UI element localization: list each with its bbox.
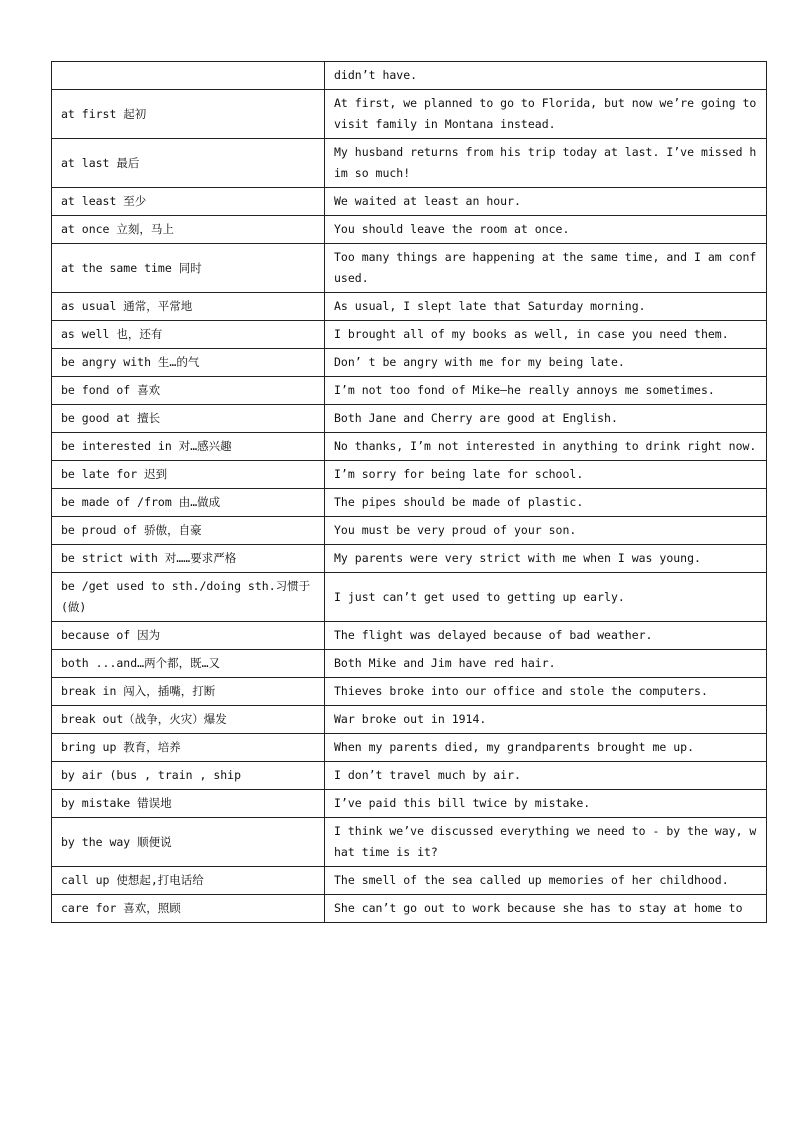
example-cell: The flight was delayed because of bad weather. bbox=[325, 622, 767, 650]
example-cell: I’m not too fond of Mike—he really annoys me sometimes. bbox=[325, 377, 767, 405]
table-row bbox=[52, 349, 767, 377]
table-row bbox=[52, 321, 767, 349]
table-row bbox=[52, 734, 767, 762]
example-cell: As usual, I slept late that Saturday morning. bbox=[325, 293, 767, 321]
phrase-cell: as well 也，还有 bbox=[52, 321, 325, 349]
table-row bbox=[52, 678, 767, 706]
phrase-cell: by mistake 错误地 bbox=[52, 790, 325, 818]
phrase-cell: be /get used to sth./doing sth.习惯于(做) bbox=[52, 573, 325, 622]
example-cell: Thieves broke into our office and stole the computers. bbox=[325, 678, 767, 706]
example-cell: didn’t have. bbox=[325, 62, 767, 90]
phrase-cell: be angry with 生…的气 bbox=[52, 349, 325, 377]
example-cell: Too many things are happening at the same time, and I am confused. bbox=[325, 244, 767, 293]
example-cell: The pipes should be made of plastic. bbox=[325, 489, 767, 517]
phrase-cell: as usual 通常，平常地 bbox=[52, 293, 325, 321]
table-row bbox=[52, 293, 767, 321]
example-cell: I’ve paid this bill twice by mistake. bbox=[325, 790, 767, 818]
phrase-cell: be fond of 喜欢 bbox=[52, 377, 325, 405]
table-row bbox=[52, 489, 767, 517]
example-cell: Both Mike and Jim have red hair. bbox=[325, 650, 767, 678]
phrase-cell: bring up 教育，培养 bbox=[52, 734, 325, 762]
phrase-cell: be interested in 对…感兴趣 bbox=[52, 433, 325, 461]
table-row bbox=[52, 517, 767, 545]
table-row bbox=[52, 377, 767, 405]
phrase-cell: call up 使想起,打电话给 bbox=[52, 867, 325, 895]
table-row bbox=[52, 867, 767, 895]
table-row bbox=[52, 573, 767, 622]
example-cell: She can’t go out to work because she has to stay at home to bbox=[325, 895, 767, 923]
phrase-cell: by the way 顺便说 bbox=[52, 818, 325, 867]
table-row bbox=[52, 405, 767, 433]
phrase-cell: care for 喜欢，照顾 bbox=[52, 895, 325, 923]
table-row bbox=[52, 188, 767, 216]
table-row bbox=[52, 895, 767, 923]
phrase-cell: break in 闯入，插嘴，打断 bbox=[52, 678, 325, 706]
example-cell: I don’t travel much by air. bbox=[325, 762, 767, 790]
example-cell: I just can’t get used to getting up early. bbox=[325, 573, 767, 622]
table-row bbox=[52, 244, 767, 293]
table-row bbox=[52, 216, 767, 244]
phrase-cell: both ...and…两个都，既…又 bbox=[52, 650, 325, 678]
phrase-cell: at least 至少 bbox=[52, 188, 325, 216]
example-cell: My husband returns from his trip today at last. I’ve missed him so much! bbox=[325, 139, 767, 188]
example-cell: At first, we planned to go to Florida, but now we’re going to visit family in Montana instead. bbox=[325, 90, 767, 139]
example-cell: My parents were very strict with me when I was young. bbox=[325, 545, 767, 573]
phrase-cell: break out（战争，火灾）爆发 bbox=[52, 706, 325, 734]
example-cell: I think we’ve discussed everything we need to - by the way, what time is it? bbox=[325, 818, 767, 867]
table-row bbox=[52, 461, 767, 489]
example-cell: We waited at least an hour. bbox=[325, 188, 767, 216]
table-row bbox=[52, 90, 767, 139]
table-row bbox=[52, 139, 767, 188]
table-row bbox=[52, 545, 767, 573]
table-row bbox=[52, 790, 767, 818]
example-cell: Both Jane and Cherry are good at English. bbox=[325, 405, 767, 433]
table-row bbox=[52, 706, 767, 734]
phrase-table bbox=[51, 61, 767, 923]
phrase-cell: at last 最后 bbox=[52, 139, 325, 188]
example-cell: You must be very proud of your son. bbox=[325, 517, 767, 545]
phrase-cell: by air (bus , train , ship bbox=[52, 762, 325, 790]
phrase-cell: be late for 迟到 bbox=[52, 461, 325, 489]
example-cell: Don’ t be angry with me for my being late. bbox=[325, 349, 767, 377]
phrase-cell: be good at 擅长 bbox=[52, 405, 325, 433]
table-row bbox=[52, 62, 767, 90]
phrase-cell: because of 因为 bbox=[52, 622, 325, 650]
example-cell: War broke out in 1914. bbox=[325, 706, 767, 734]
phrase-cell: be strict with 对……要求严格 bbox=[52, 545, 325, 573]
table-row bbox=[52, 433, 767, 461]
phrase-cell: at first 起初 bbox=[52, 90, 325, 139]
phrase-cell bbox=[52, 62, 325, 90]
table-row bbox=[52, 622, 767, 650]
example-cell: I’m sorry for being late for school. bbox=[325, 461, 767, 489]
phrase-cell: be proud of 骄傲，自豪 bbox=[52, 517, 325, 545]
phrase-cell: at the same time 同时 bbox=[52, 244, 325, 293]
table-row bbox=[52, 762, 767, 790]
table-row bbox=[52, 818, 767, 867]
phrase-cell: be made of /from 由…做成 bbox=[52, 489, 325, 517]
example-cell: When my parents died, my grandparents brought me up. bbox=[325, 734, 767, 762]
example-cell: I brought all of my books as well, in case you need them. bbox=[325, 321, 767, 349]
table-row bbox=[52, 650, 767, 678]
example-cell: The smell of the sea called up memories of her childhood. bbox=[325, 867, 767, 895]
example-cell: No thanks, I’m not interested in anything to drink right now. bbox=[325, 433, 767, 461]
phrase-cell: at once 立刻，马上 bbox=[52, 216, 325, 244]
example-cell: You should leave the room at once. bbox=[325, 216, 767, 244]
